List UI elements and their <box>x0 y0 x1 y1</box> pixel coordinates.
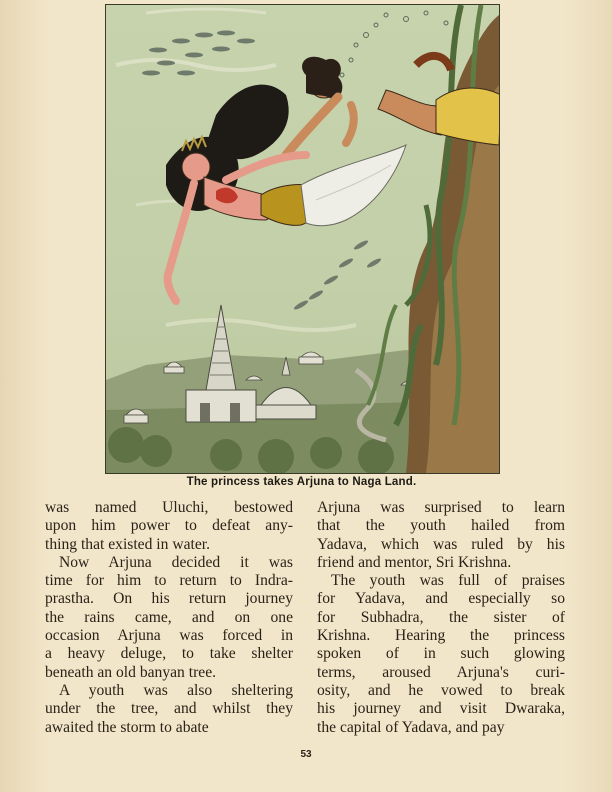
text-line: under the tree, and whilst they <box>45 700 293 718</box>
page-number: 53 <box>300 749 312 760</box>
text-line: friend and mentor, Sri Krishna. <box>317 553 512 571</box>
text-line: awaited the storm to abate <box>45 718 209 736</box>
text-line: occasion Arjuna was forced in <box>45 627 293 645</box>
text-line: thing that existed in water. <box>45 535 210 553</box>
paragraph <box>317 499 565 572</box>
text-line: terms, aroused Arjuna's curi- <box>317 663 565 681</box>
paragraph <box>45 554 293 682</box>
text-line: the rains came, and on one <box>45 608 293 626</box>
text-column-left <box>45 499 293 737</box>
text-line: Arjuna was surprised to learn <box>317 499 565 516</box>
text-line: a heavy deluge, to take shelter <box>45 645 293 663</box>
text-column-right <box>317 499 565 737</box>
text-line: for Subhadra, the sister of <box>317 608 565 626</box>
text-line: spoken of in such glowing <box>317 645 565 663</box>
paragraph <box>317 572 565 737</box>
text-line: was named Uluchi, bestowed <box>45 499 293 516</box>
illustration-princess-and-arjuna <box>105 4 500 474</box>
text-line: that the youth hailed from <box>317 517 565 535</box>
text-line: beneath an old banyan tree. <box>45 663 217 681</box>
text-line: for Yadava, and especially so <box>317 590 565 608</box>
text-line: prastha. On his return journey <box>45 590 293 608</box>
text-line: time for him to return to Indra- <box>45 572 293 590</box>
text-line: Yadava, which was ruled by his <box>317 535 565 553</box>
paragraph <box>45 499 293 554</box>
text-line: Now Arjuna decided it was <box>59 553 293 571</box>
text-line: upon him power to defeat any- <box>45 517 293 535</box>
text-line: Krishna. Hearing the princess <box>317 627 565 645</box>
underwater-scene-image <box>106 5 499 473</box>
text-line: his journey and visit Dwaraka, <box>317 700 565 718</box>
paragraph <box>45 682 293 737</box>
text-line: A youth was also sheltering <box>59 681 293 699</box>
illustration-caption: The princess takes Arjuna to Naga Land. <box>186 476 417 488</box>
text-line: osity, and he vowed to break <box>317 681 565 699</box>
text-line: The youth was full of praises <box>331 572 565 590</box>
text-line: the capital of Yadava, and pay <box>317 718 505 736</box>
